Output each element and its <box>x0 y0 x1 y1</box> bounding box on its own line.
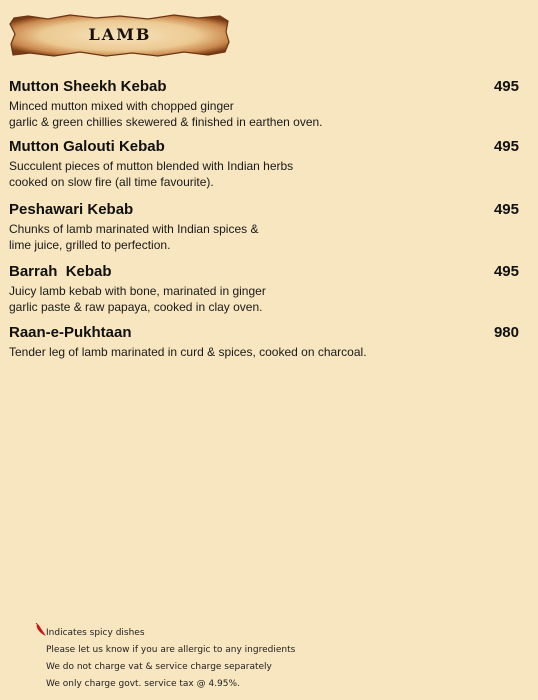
item-description <box>9 344 519 360</box>
item-name: Peshawari Kebab <box>9 201 134 218</box>
item-description-line: cooked on slow fire (all time favourite). <box>9 175 214 189</box>
item-name: Raan-e-Pukhtaan <box>9 324 132 341</box>
section-title: LAMB <box>88 25 152 44</box>
item-description <box>9 221 519 253</box>
item-description <box>9 98 519 130</box>
item-description-line: Succulent pieces of mutton blended with Indian herbs <box>9 159 294 173</box>
item-description-line: Minced mutton mixed with chopped ginger <box>9 99 234 113</box>
vat-note: We do not charge vat & service charge separately <box>46 662 272 672</box>
item-description <box>9 158 519 190</box>
item-price: 495 <box>493 201 519 218</box>
item-price: 495 <box>493 263 519 280</box>
item-description-line: lime juice, grilled to perfection. <box>9 238 171 252</box>
item-name: Mutton Sheekh Kebab <box>9 78 167 95</box>
item-price: 495 <box>493 138 519 155</box>
item-description <box>9 283 519 315</box>
item-name: Mutton Galouti Kebab <box>9 138 165 155</box>
menu-footer-notes <box>46 625 295 693</box>
menu-item-raan-e-pukhtaan <box>9 324 519 360</box>
item-description-line: Chunks of lamb marinated with Indian spices & <box>9 222 259 236</box>
section-banner <box>8 12 232 58</box>
menu-item-barrah-kebab <box>9 263 519 315</box>
chili-icon <box>34 623 48 644</box>
menu-item-peshawari-kebab <box>9 201 519 253</box>
item-name: Barrah Kebab <box>9 263 112 280</box>
spicy-legend <box>46 625 295 642</box>
item-description-line: garlic & green chillies skewered & finished in earthen oven. <box>9 115 323 129</box>
item-price: 495 <box>493 78 519 95</box>
item-price: 980 <box>493 324 519 341</box>
item-description-line: Juicy lamb kebab with bone, marinated in ginger <box>9 284 266 298</box>
menu-item-mutton-sheekh-kebab <box>9 78 519 130</box>
item-description-line: Tender leg of lamb marinated in curd & spices, cooked on charcoal. <box>9 345 367 359</box>
service-tax-note: We only charge govt. service tax @ 4.95%. <box>46 679 240 689</box>
allergy-note: Please let us know if you are allergic to any ingredients <box>46 645 296 655</box>
menu-item-mutton-galouti-kebab <box>9 138 519 190</box>
item-description-line: garlic paste & raw papaya, cooked in clay oven. <box>9 300 263 314</box>
spicy-legend-label: Indicates spicy dishes <box>46 628 145 638</box>
